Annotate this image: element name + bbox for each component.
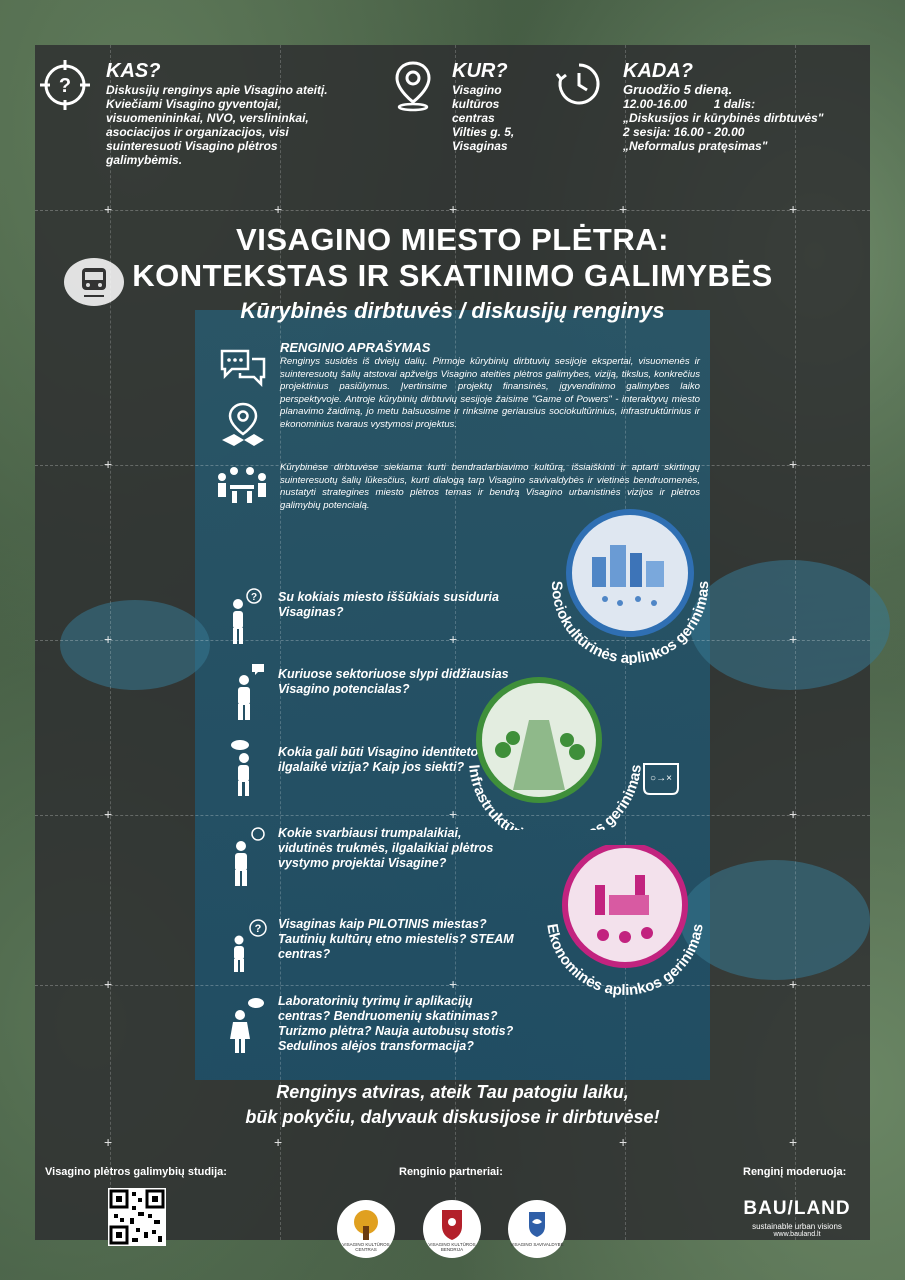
theme-1-label: Sociokultūrinės aplinkos gerinimas (547, 580, 713, 665)
partner-logo-culture-center[interactable]: VISAGINO KULTŪROS CENTRAS (337, 1200, 395, 1258)
question-5: Visaginas kaip PILOTINIS miestas? Tautinių kultūrų etno miestelis? STEAM centras? (278, 917, 514, 961)
question-2: Kuriuose sektoriuose slypi didžiausias Visagino potencialas? (278, 667, 509, 696)
thinking-woman-icon (226, 995, 270, 1060)
location-pin-icon (390, 60, 436, 106)
bauland-logo[interactable]: BAU/LAND sustainable urban visions www.bauland.lt (743, 1198, 851, 1238)
poster: + + + + + + + + + + + + + + + + + + + + ? KAS? Diskusijų renginys apie Visagino ateitį. Kviečiami Visagino gyventojai, visuomenininkai, NVO, verslininkai, asociacijos ir organizacijos, visi suinteresuoti Visagino plėtros galimybėmis. KUR? Visagino kultūros centras Vilties g. 5, Visaginas KADA? Gruodžio 5 dieną. 12.00-16.00 1 dalis: „Diskusijos ir kūrybinės dirbtuvės" 2 sesija: 16.00 - 20.00 „Neformalus pratęsimas" VISAGINO MIESTO PLĖTRA: KONTEKSTAS IR SKATINIMO GALIMYBĖS Kūrybinės dirbtuvės / diskusijų renginys RENGINIO APRAŠYMAS Renginys susidės iš dviejų dalių. Pirmoje kūrybinių dirbtuvių sesijoje ekspertai, visuomenės ir suinteresuotų šalių atstovai apžvelgs Visagino ateities plėtros galimybes, viziją, tikslus, konkrečius projektinius pasiūlymus. Įvertinsime projektų finansinės, įgyvendinimo galimybes laiko perspektyvoje. Antroje kūrybinių dirbtuvių sesijoje žaisime "Game of Powers" - interaktyvų miesto planavimo žaidimą, jo metu balsuosime ir rinksime geriausius sociokultūrinius, infrastruktūrinius ir ekonominius tvaraus vystymosi projektus. Kūrybinėse dirbtuvėse siekiama kurti bendradarbiavimo kultūrą, išsiaiškinti ir aptarti skirtingų suinteresuotų šalių lūkesčius, kurti dialogą tarp Visagino savivaldybės ir vietinės bendruomenės, nustatyti strategines miesto plėtros temas ir bendrą Visagino urbanistinės vizijos ir plėtros galimybių potencialą. ? Su kokiais miesto iššūkiais susiduria Visaginas? Kuriuose sektoriuose slypi didžiausias Visagino potencialas? Kokia gali būti Visagino identiteto ilgalaikė vizija? Kaip jos siekti? Kokie svarbiausi trumpalaikiai, vidutinės trukmės, ilgalaikiai plėtros vystymo projektai Visagine? ? Visaginas kaip PILOTINIS miestas? Tautinių kultūrų etno miestelis? STEAM centras? Laboratorinių tyrimų ir aplikacijų centras? Bendruomenių skatinimas? Turizmo plėtra? Nauja autobusų stotis? Sedulinos alėjos transformacija? Sociokultūrinės aplinkos gerinimas Infrastruktū s gerinimas ○→× Ekonominės aplinkos gerinimas Renginys atviras, ateik Tau patogiu laiku, būk pokyčiu, dalyvauk diskusijose ir dirbtuvėse! Visagino plėtros galimybių studija: Renginio partneriai: Renginį moderuoja: VISAGINO KULTŪROS CENTRAS VISAGINO KULTŪROS BENDRIJA VISAGINO SAVIVALDYBĖ BAU/LAND sustainable urban visions www.bauland.lt (0, 0, 905, 1280)
theme-2-label: Infrastruktū s gerinimas (465, 763, 645, 830)
slogan-line-2: būk pokyčiu, dalyvauk diskusijose ir dirbtuvėse! (245, 1107, 660, 1127)
partner-logo-culture-community[interactable]: VISAGINO KULTŪROS BENDRIJA (423, 1200, 481, 1258)
kas-title: KAS? (106, 60, 161, 82)
lightbulb-person-icon (228, 826, 268, 893)
speech-bubbles-icon (218, 345, 268, 394)
kur-title: KUR? (452, 60, 508, 82)
svg-text:?: ? (254, 923, 262, 935)
question-target-icon (40, 60, 86, 106)
main-title-line2: KONTEKSTAS IR SKATINIMO GALIMYBĖS (132, 258, 773, 293)
meeting-table-icon (212, 463, 272, 512)
description-paragraph-2: Kūrybinėse dirbtuvėse siekiama kurti bendradarbiavimo kultūrą, išsiaiškinti ir aptarti skirtingų suinteresuotų šalių lūkesčius, kurti dialogą tarp Visagino savivaldybės ir vietinės bendruomenės, nustatyti strategines miesto plėtros temas ir bendrą Visagino urbanistinės vizijos ir plėtros galimybių potencialą. (280, 462, 700, 511)
thinking-person-icon (226, 918, 270, 979)
theme-3-label: Ekonominės aplinkos gerinimas (543, 922, 707, 1000)
svg-text:?: ? (250, 592, 258, 603)
scroll-note-icon (640, 760, 684, 801)
study-label: Visagino plėtros galimybių studija: (45, 1166, 227, 1178)
partners-label: Renginio partneriai: (399, 1166, 503, 1178)
thinking-person-icon (224, 588, 264, 651)
clock-icon (555, 60, 601, 106)
theme-sociocultural (530, 495, 730, 670)
thinking-person-icon (228, 738, 268, 803)
description-heading: RENGINIO APRAŠYMAS (280, 340, 431, 355)
question-1: Su kokiais miesto iššūkiais susiduria Visaginas? (278, 590, 499, 619)
kada-title: KADA? (623, 60, 693, 82)
main-title-line1: VISAGINO MIESTO PLĖTRA: (236, 222, 669, 257)
theme-infrastructure (455, 660, 655, 835)
partner-logo-municipality[interactable]: VISAGINO SAVIVALDYBĖ (508, 1200, 566, 1258)
description-paragraph-1: Renginys susidės iš dviejų dalių. Pirmoje kūrybinių dirbtuvių sesijoje ekspertai, visuomenės ir suinteresuotų šalių atstovai apžvelgs Visagino ateities plėtros galimybes, viziją, tikslus, konkrečius projektinius pasiūlymus. Įvertinsime projektų finansinės, įgyvendinimo galimybes laiko perspektyvoje. Antroje kūrybinių dirbtuvių sesijoje žaisime "Game of Powers" - interaktyvų miesto planavimo žaidimą, jo metu balsuosime ir rinksime geriausius sociokultūrinius, infrastruktūrinius ir ekonominius tvaraus vystymosi projektus. (280, 356, 700, 430)
question-3: Kokia gali būti Visagino identiteto ilgalaikė vizija? Kaip jos siekti? (278, 745, 479, 774)
map-pin-icon (218, 400, 268, 455)
thinking-person-icon (230, 662, 270, 727)
moderator-label: Renginį moderuoja: (743, 1166, 847, 1178)
question-4: Kokie svarbiausi trumpalaikiai, vidutinės trukmės, ilgalaikiai plėtros vystymo projektai Visagine? (278, 826, 494, 870)
kas-text: Diskusijų renginys apie Visagino ateitį. Kviečiami Visagino gyventojai, visuomenininkai, NVO, verslininkai, asociacijos ir organizacijos, visi suinteresuoti Visagino plėtros galimybėmis. (106, 83, 328, 167)
subtitle: Kūrybinės dirbtuvės / diskusijų renginys (240, 298, 665, 323)
slogan-line-1: Renginys atviras, ateik Tau patogiu laiku, (276, 1082, 629, 1102)
svg-text:?: ? (58, 75, 72, 97)
question-6: Laboratorinių tyrimų ir aplikacijų centras? Bendruomenių skatinimas? Turizmo plėtra? Nauja autobusų stotis? Sedulinos alėjos transformacija? (278, 994, 514, 1053)
svg-text:○→×: ○→× (650, 773, 672, 784)
kada-text: Gruodžio 5 dieną. 12.00-16.00 1 dalis: „Diskusijos ir kūrybinės dirbtuvės" 2 sesija: 16.00 - 20.00 „Neformalus pratęsimas" (623, 82, 824, 153)
lake-shape (60, 600, 210, 690)
kur-text: Visagino kultūros centras Vilties g. 5, Visaginas (452, 83, 515, 153)
theme-economic (525, 845, 725, 1020)
qr-code[interactable] (108, 1188, 166, 1246)
coat-of-arms-icon (508, 1200, 566, 1258)
